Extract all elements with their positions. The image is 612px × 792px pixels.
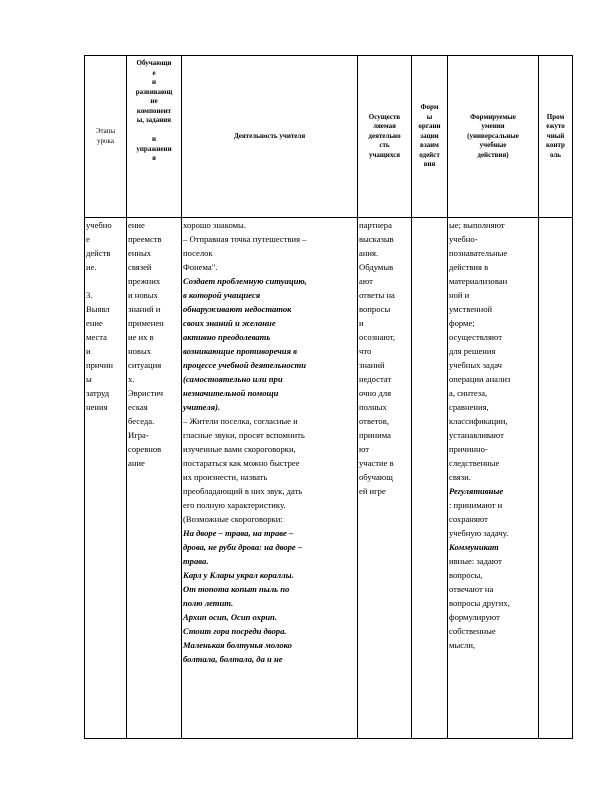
student-line: ей игре	[359, 486, 386, 496]
stage-line: 3.	[86, 290, 93, 300]
stage-line: и	[86, 346, 91, 356]
teacher-line: болтала, болтала, да и не	[183, 654, 283, 664]
teacher-line: постараться как можно быстрее	[183, 458, 300, 468]
header-forms-line: зации	[420, 131, 439, 140]
student-line: Обдумыв	[359, 262, 394, 272]
teacher-line: Стоит гора посреди двора.	[183, 626, 287, 636]
header-exercises-line: ие	[150, 97, 158, 105]
skill-line: учебных задач	[449, 360, 502, 370]
skill-line: формулируют	[449, 612, 500, 622]
teacher-line: На дворе – трава, на траве –	[183, 528, 294, 538]
skill-line: собственные	[449, 626, 496, 636]
cell-skills	[448, 218, 539, 739]
stage-line	[86, 274, 125, 288]
skill-line: устанавливают	[449, 430, 504, 440]
teacher-line: возникающие противоречия в	[183, 346, 297, 356]
skill-line: форме;	[449, 318, 475, 328]
student-line: осознают,	[359, 332, 395, 342]
student-line: очно для	[359, 388, 392, 398]
header-control-line: контр	[546, 141, 565, 150]
teacher-line: обнаруживают недостаток	[183, 304, 292, 314]
exercise-line: енных	[128, 248, 152, 258]
stage-line: Выявл	[86, 304, 110, 314]
student-line: ания.	[359, 248, 379, 258]
teacher-line: изученные вами скороговорки,	[183, 444, 296, 454]
exercise-line: применен	[128, 318, 164, 328]
exercise-line: знаний и	[128, 304, 161, 314]
exercise-line: новых	[128, 346, 152, 356]
skill-line: сохраняют	[449, 514, 488, 524]
teacher-line: Карл у Клары украл кораллы.	[183, 570, 294, 580]
exercise-line: еская	[128, 402, 148, 412]
header-students-line: сть	[379, 141, 390, 150]
student-line: ают	[359, 276, 373, 286]
skill-line: Коммуникат	[449, 542, 499, 552]
teacher-line: Маленькая болтунья молоко	[183, 640, 292, 650]
stage-line: причин	[86, 360, 114, 370]
header-control-line: Пром	[546, 112, 565, 121]
skill-line: материализован	[449, 276, 508, 286]
exercise-line: преемств	[128, 234, 162, 244]
header-skills-line: умения	[481, 122, 505, 131]
student-line: и	[359, 318, 364, 328]
header-stage	[85, 56, 127, 218]
header-forms	[412, 56, 448, 218]
header-students-line: деятельно	[368, 131, 401, 140]
teacher-line: Архип осип, Осип охрип.	[183, 612, 277, 622]
cell-forms	[412, 218, 448, 739]
header-skills	[448, 56, 539, 218]
header-teacher	[182, 56, 358, 218]
header-forms-line: одейст	[419, 150, 440, 159]
exercise-line: х.	[128, 374, 135, 384]
teacher-line: его полную характеристику.	[183, 500, 286, 510]
teacher-line: гласные звуки, просят вспомнить	[183, 430, 305, 440]
stage-line: места	[86, 332, 107, 342]
exercise-line: и новых	[128, 290, 158, 300]
teacher-line: хорошо знакомы.	[183, 220, 246, 230]
teacher-line: От топота копыт пыль по	[183, 584, 290, 594]
skill-line: Регулятивные	[449, 486, 504, 496]
table-body-row	[85, 218, 573, 739]
skill-line: осуществляют	[449, 332, 502, 342]
cell-stage	[85, 218, 127, 739]
skill-line: следственные	[449, 458, 500, 468]
lesson-plan-table	[84, 55, 573, 739]
header-exercises-line	[128, 126, 180, 136]
header-exercises-line: Обучающи	[136, 59, 172, 67]
header-exercises-line: и	[151, 78, 157, 86]
student-line: ответы на	[359, 290, 395, 300]
header-exercises-line: упражнени	[136, 144, 172, 153]
teacher-line: их произнести, назвать	[183, 472, 268, 482]
stage-line: действ	[86, 248, 111, 258]
stage-line: нения	[86, 402, 108, 412]
skill-line: ые; выполняют	[449, 220, 505, 230]
header-teacher-text: Деятельность учителя	[233, 131, 306, 140]
stage-line: учебно	[86, 220, 112, 230]
skill-line: ной и	[449, 290, 470, 300]
exercise-line: Игра-	[128, 430, 149, 440]
header-students-line: учащихся	[368, 150, 401, 159]
skill-line: мысли,	[449, 640, 476, 650]
exercise-line: беседа.	[128, 416, 155, 426]
student-line: участие в	[359, 458, 394, 468]
skill-line: действия в	[449, 262, 489, 272]
table-header-row	[85, 56, 573, 218]
header-forms-line: органи	[418, 122, 441, 131]
header-forms-line: ы	[426, 112, 433, 121]
student-line: недостат	[359, 374, 392, 384]
header-skills-line: Формируемые	[470, 112, 516, 121]
skill-line: вопросы других,	[449, 598, 510, 608]
exercise-line: прежних	[128, 276, 161, 286]
exercise-line: связей	[128, 262, 152, 272]
cell-teacher	[182, 218, 358, 739]
exercise-line: ситуация	[128, 360, 162, 370]
student-line: высказыв	[359, 234, 394, 244]
teacher-line: незначительной помощи	[183, 388, 279, 398]
header-exercises-line: е	[152, 68, 156, 77]
teacher-line: – Отправная точка путешествия –	[183, 234, 307, 244]
skill-line: : принимают и	[449, 500, 503, 510]
teacher-line: поселок	[183, 248, 213, 258]
skill-line: отвечают на	[449, 584, 494, 594]
stage-line: ение	[86, 318, 103, 328]
cell-students	[358, 218, 412, 739]
skill-line: умственной	[449, 304, 493, 314]
header-skills-line: учебные	[479, 141, 507, 150]
exercise-line: ие их в	[128, 332, 154, 342]
teacher-line: учителя).	[183, 402, 221, 412]
header-skills-line: действия)	[477, 150, 509, 159]
skill-line: связи.	[449, 472, 471, 482]
student-line: знаний	[359, 360, 385, 370]
stage-line: е	[86, 234, 90, 244]
teacher-line: преобладающий в них звук, дать	[183, 486, 303, 496]
student-line: что	[359, 346, 372, 356]
skill-line: а, синтеза,	[449, 388, 488, 398]
stage-line: затруд	[86, 388, 110, 398]
teacher-line: активно преодолевать	[183, 332, 271, 342]
teacher-line: (самостоятельно или при	[183, 374, 283, 384]
skill-line: учебную задачу.	[449, 528, 509, 538]
header-students	[358, 56, 412, 218]
student-line: партнера	[359, 220, 392, 230]
header-skills-line: (универсальные	[467, 131, 519, 140]
teacher-line: в которой учащиеся	[183, 290, 261, 300]
skill-line: причинно-	[449, 444, 488, 454]
exercise-line: ение	[128, 220, 145, 230]
cell-control	[539, 218, 573, 739]
header-control-line: ежуто	[546, 122, 565, 131]
teacher-line: Создает проблемную ситуацию,	[183, 276, 307, 286]
student-line: принима	[359, 430, 391, 440]
student-line: обучающ	[359, 472, 393, 482]
header-exercises-line: ы, задания	[136, 116, 172, 124]
skill-line: для решения	[449, 346, 496, 356]
header-control-line: чный	[546, 131, 565, 140]
teacher-line: своих знаний и желание	[183, 318, 276, 328]
header-forms-line: Форм	[420, 103, 439, 112]
header-control	[539, 56, 573, 218]
teacher-line: трава.	[183, 556, 209, 566]
skill-line: вопросы,	[449, 570, 483, 580]
exercise-line: ание	[128, 458, 145, 468]
teacher-line: полю летит.	[183, 598, 234, 608]
skill-line: учебно-	[449, 234, 478, 244]
header-exercises-line: и	[151, 135, 157, 143]
student-line: ют	[359, 444, 370, 454]
exercise-line: соревнов	[128, 444, 162, 454]
cell-exercises	[127, 218, 182, 739]
header-forms-line: взаим	[420, 141, 439, 150]
skill-line: познавательные	[449, 248, 508, 258]
header-exercises	[127, 56, 182, 218]
header-students-line: Осуществ	[368, 112, 401, 121]
student-line: вопросы	[359, 304, 391, 314]
skill-line: операции анализ	[449, 374, 511, 384]
header-stage-text: Этапы урока	[95, 127, 116, 145]
header-students-line: ляемая	[373, 122, 396, 131]
header-exercises-line: компонент	[136, 106, 172, 115]
student-line: полных	[359, 402, 387, 412]
teacher-line: дрова, не руби дрова: на дворе –	[183, 542, 303, 552]
skill-line: сравнения,	[449, 402, 489, 412]
skill-line: классификации,	[449, 416, 508, 426]
stage-line: ие.	[86, 262, 97, 272]
skill-line: ивные: задают	[449, 556, 502, 566]
exercise-line: Эвристич	[128, 388, 164, 398]
stage-line: ы	[86, 374, 92, 384]
student-line: ответов,	[359, 416, 389, 426]
header-control-line: оль	[549, 150, 562, 159]
teacher-line: Фонема".	[183, 262, 218, 272]
header-exercises-line: развивающ	[135, 87, 173, 96]
header-forms-line: вия	[423, 160, 436, 169]
teacher-line: – Жители поселка, согласные и	[183, 416, 298, 426]
header-exercises-line: я	[152, 154, 156, 162]
teacher-line: процессе учебной деятельности	[183, 360, 307, 370]
teacher-line: (Возможные скороговорки:	[183, 514, 283, 524]
